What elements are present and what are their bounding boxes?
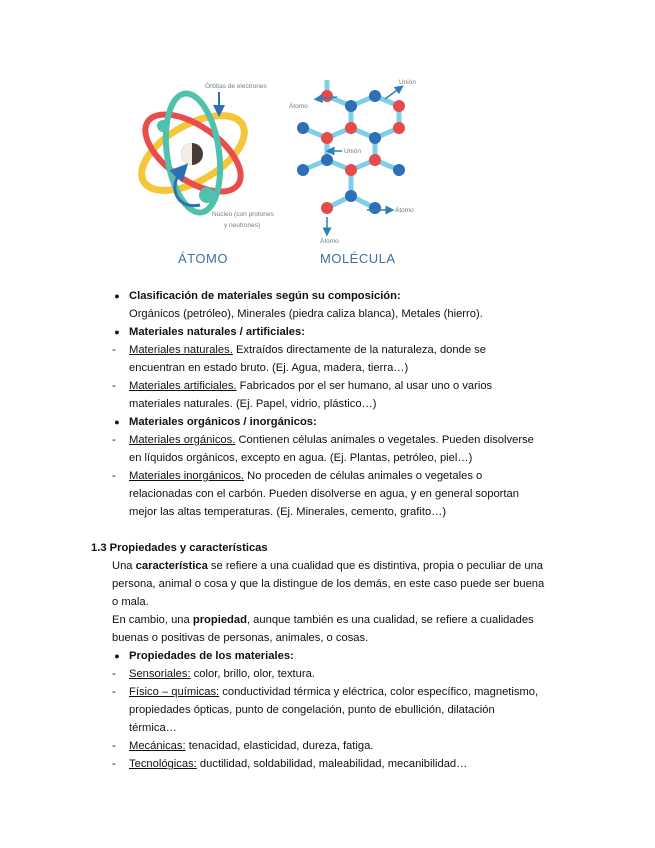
term: Mecánicas: [129,740,186,752]
dash-mark: - [112,470,116,482]
text-line: Tecnológicas: ductilidad, soldabilidad, maleabilidad, mecanibilidad… [129,758,468,770]
atom-label: ÁTOMO [178,251,228,266]
annotation-atom-right: Átomo [395,207,414,214]
bullet-title: Clasificación de materiales según su composición: [129,290,401,302]
term: Materiales naturales. [129,344,233,356]
text-line: en líquidos orgánicos, excepto en agua. (Ej. Plantas, petróleo, piel…) [129,452,473,464]
term: Tecnológicas: [129,758,197,770]
electron-teal-bottom [199,187,215,203]
bullet-mark: ● [114,291,120,301]
section-heading: 1.3 Propiedades y características [91,542,268,554]
annotation-nucleus-2: y neutrones) [224,222,261,229]
dash-mark: - [112,740,116,752]
annotation-orbits: Órbitas de electrones [205,83,267,90]
molecule-bonds [303,80,399,208]
dash-mark: - [112,668,116,680]
atom-molecule-figure [0,0,655,280]
text-line: Materiales orgánicos. Contienen células animales o vegetales. Pueden disolverse [129,434,534,446]
paragraph-line: Una característica se refiere a una cualidad que es distintiva, propia o peculiar de una [112,560,544,572]
term: Materiales artificiales. [129,380,237,392]
bullet-title: Propiedades de los materiales: [129,650,294,662]
term: Físico – químicas: [129,686,220,698]
bullet-mark: ● [114,651,120,661]
term: Materiales inorgánicos. [129,470,245,482]
text-line: Físico – químicas: conductividad térmica y eléctrica, color específico, magnetismo, [129,686,539,698]
text-line: térmica… [129,722,177,734]
annotation-union-top: Unión [399,79,416,86]
dash-mark: - [112,686,116,698]
text-line: mejor las altas temperaturas. (Ej. Minerales, cemento, grafito…) [129,506,447,518]
paragraph-line: En cambio, una propiedad, aunque también es una cualidad, se refiere a cualidades [112,614,534,626]
electron-teal [157,120,169,132]
dash-mark: - [112,380,116,392]
bullet-mark: ● [114,327,120,337]
molecule-label: MOLÉCULA [320,251,396,266]
bullet-mark: ● [114,417,120,427]
dash-mark: - [112,758,116,770]
text-line: Orgánicos (petróleo), Minerales (piedra caliza blanca), Metales (hierro). [129,308,483,320]
dash-mark: - [112,344,116,356]
annotation-atom-left: Átomo [289,103,308,110]
annotation-atom-bottom: Átomo [320,238,339,245]
text-line: propiedades ópticas, punto de congelación, punto de ebullición, dilatación [129,704,495,716]
term: Sensoriales: [129,668,191,680]
text-line: Mecánicas: tenacidad, elasticidad, dureza, fatiga. [129,740,374,752]
annotation-nucleus-1: Núcleo (con protones [212,211,274,218]
annotation-union-mid: Unión [344,148,361,155]
paragraph-line: buenas o positivas de personas, animales, o cosas. [112,632,369,644]
atom-illustration [130,81,275,266]
text-line: relacionadas con el carbón. Pueden disolverse en agua, y en general soportan [129,488,519,500]
molecule-illustration [289,79,416,266]
text-line: Materiales inorgánicos. No proceden de células animales o vegetales o [129,470,483,482]
paragraph-line: persona, animal o cosa y que la distingue de los demás, en este caso puede ser buena [112,578,545,590]
text-line: encuentran en estado bruto. (Ej. Agua, madera, tierra…) [129,362,409,374]
dash-mark: - [112,434,116,446]
text-line: Materiales artificiales. Fabricados por el ser humano, al usar uno o varios [129,380,493,392]
text-line: Sensoriales: color, brillo, olor, textura. [129,668,315,680]
bullet-title: Materiales orgánicos / inorgánicos: [129,416,317,428]
text-line: Materiales naturales. Extraídos directamente de la naturaleza, donde se [129,344,486,356]
term: Materiales orgánicos. [129,434,236,446]
text-line: materiales naturales. (Ej. Papel, vidrio, plástico…) [129,398,377,410]
paragraph-line: o mala. [112,596,149,608]
bullet-title: Materiales naturales / artificiales: [129,326,305,338]
